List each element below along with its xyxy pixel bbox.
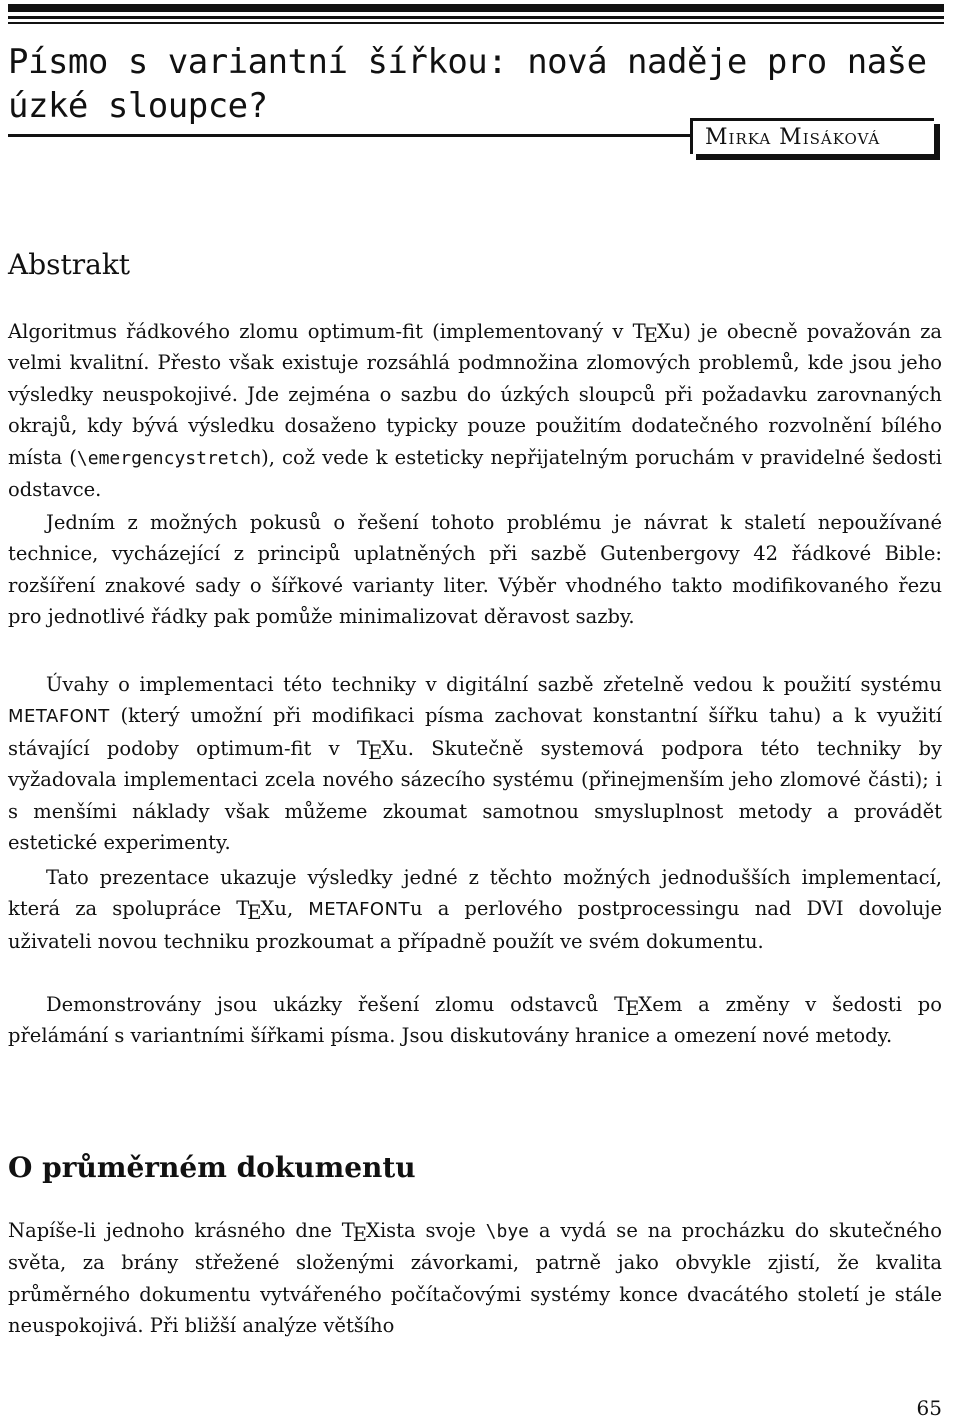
text-run: ), což vede k esteticky nepřijatelným poruchám v pravidelné šedosti odstavce. — [8, 445, 942, 502]
text-run: Napíše-li jednoho krásného dne — [8, 1219, 342, 1242]
abstract-paragraph-3 — [8, 669, 942, 858]
tex-logo-letter: E — [643, 324, 658, 347]
abstract-paragraph-1 — [8, 316, 942, 505]
text-run: u a perlového postprocessingu nad DVI dovoluje uživateli novou techniku prozkoumat a případně použít ve svém dokumentu. — [8, 897, 942, 953]
tex-logo-letter: T — [236, 897, 250, 921]
text-run: em a změny v šedosti po přelámání s variantními šířkami písma. Jsou diskutovány hranice a omezení nové metody. — [8, 993, 942, 1048]
section-heading-average-document: O průměrném dokumentu — [8, 1151, 416, 1184]
page-number: 65 — [916, 1396, 942, 1420]
tex-logo-letter: T — [357, 736, 371, 760]
tex-logo — [236, 897, 275, 925]
header-rule-medium — [8, 16, 944, 19]
tex-logo — [614, 993, 653, 1020]
article-title: Písmo s variantní šířkou: nová naděje pro naše úzké sloupce? — [8, 42, 927, 126]
header-rule-thin — [8, 22, 944, 24]
text-run: Úvahy o implementaci této techniky v digitální sazbě zřetelně vedou k použití systému — [46, 673, 942, 696]
tex-logo-letter: X — [260, 897, 275, 921]
tex-logo-letter: E — [368, 740, 383, 764]
tex-logo-letter: T — [614, 993, 628, 1016]
text-run: Tato prezentace ukazuje výsledky jedné z těchto možných jednodušších implementací, která za spolupráce — [8, 866, 942, 921]
abstract-paragraph-5 — [8, 989, 942, 1052]
tex-logo-letter: T — [632, 320, 646, 343]
text-run: ista svoje — [379, 1219, 486, 1242]
code-emergencystretch: \emergencystretch — [76, 447, 262, 469]
tex-logo-letter: X — [381, 736, 396, 760]
abstract-paragraph-4 — [8, 862, 942, 957]
metafont-logo: METAFONT — [8, 706, 110, 728]
tex-logo-letter: T — [341, 1219, 355, 1242]
header-rule-thick — [8, 4, 944, 12]
text-run: Demonstrovány jsou ukázky řešení zlomu odstavců — [46, 993, 615, 1016]
tex-logo-letter: E — [352, 1223, 368, 1246]
tex-logo-letter: E — [625, 997, 640, 1020]
tex-logo-letter: X — [366, 1219, 380, 1242]
author-name: Mirka Misáková — [705, 125, 881, 150]
code-bye: \bye — [485, 1221, 530, 1242]
text-run: Algoritmus řádkového zlomu optimum-fit (implementovaný v — [8, 320, 633, 343]
tex-logo-letter: E — [247, 901, 262, 925]
text-run: a vydá se na procházku do skutečného světa, za brány střežené složenými závorkami, patrně jako obvykle zjistí, že kvalita průměrného dokumentu vytvářeného počítačovými systémy konce dvacátého století je stále neuspokojivá. Při bližší analýze většího — [8, 1219, 942, 1338]
text-run: u. Skutečně systemová podpora této techniky by vyžadovala implementaci zcela nového sázecího systému (přinejmenším jeho zlomové části); i s menšími náklady však můžeme zkoumat samotnou smysluplnost metody a provádět estetické experimenty. — [8, 736, 942, 855]
section-paragraph-1 — [8, 1215, 942, 1342]
tex-logo — [357, 736, 396, 764]
text-run: (který umožní při modifikaci písma zachovat konstantní šířku tahu) a k využití stávající podoby optimum-fit v — [8, 704, 942, 760]
tex-logo-letter: X — [638, 993, 653, 1016]
tex-logo — [632, 320, 671, 347]
metafont-logo: METAFONT — [308, 899, 411, 921]
text-run: u) je obecně považován za velmi kvalitní. Přesto však existuje rozsáhlá podmnožina zlomových problemů, kde jsou jeho výsledky neuspokojivé. Jde zejména o sazbu do úzkých sloupců při požadavku zarovnaných okrajů, kdy bývá výsledku dosaženo typicky pouze použitím dodatečného rozvolnění bílého místa ( — [8, 320, 943, 469]
author-rule — [8, 134, 694, 137]
tex-logo — [341, 1219, 380, 1246]
abstract-heading: Abstrakt — [8, 248, 131, 281]
author-box — [690, 118, 934, 154]
tex-logo-letter: X — [656, 320, 671, 343]
text-run: u, — [274, 897, 309, 921]
abstract-paragraph-2: Jedním z možných pokusů o řešení tohoto problému je návrat k staletí nepoužívané technice, vycházející z principů uplatněných při sazbě Gutenbergovy 42 řádkové Bible: rozšíření znakové sady o šířkové varianty liter. Výběr vhodného takto modifikovaného řezu pro jednotlivé řádky pak pomůže minimalizovat děravost sazby. — [8, 511, 942, 629]
